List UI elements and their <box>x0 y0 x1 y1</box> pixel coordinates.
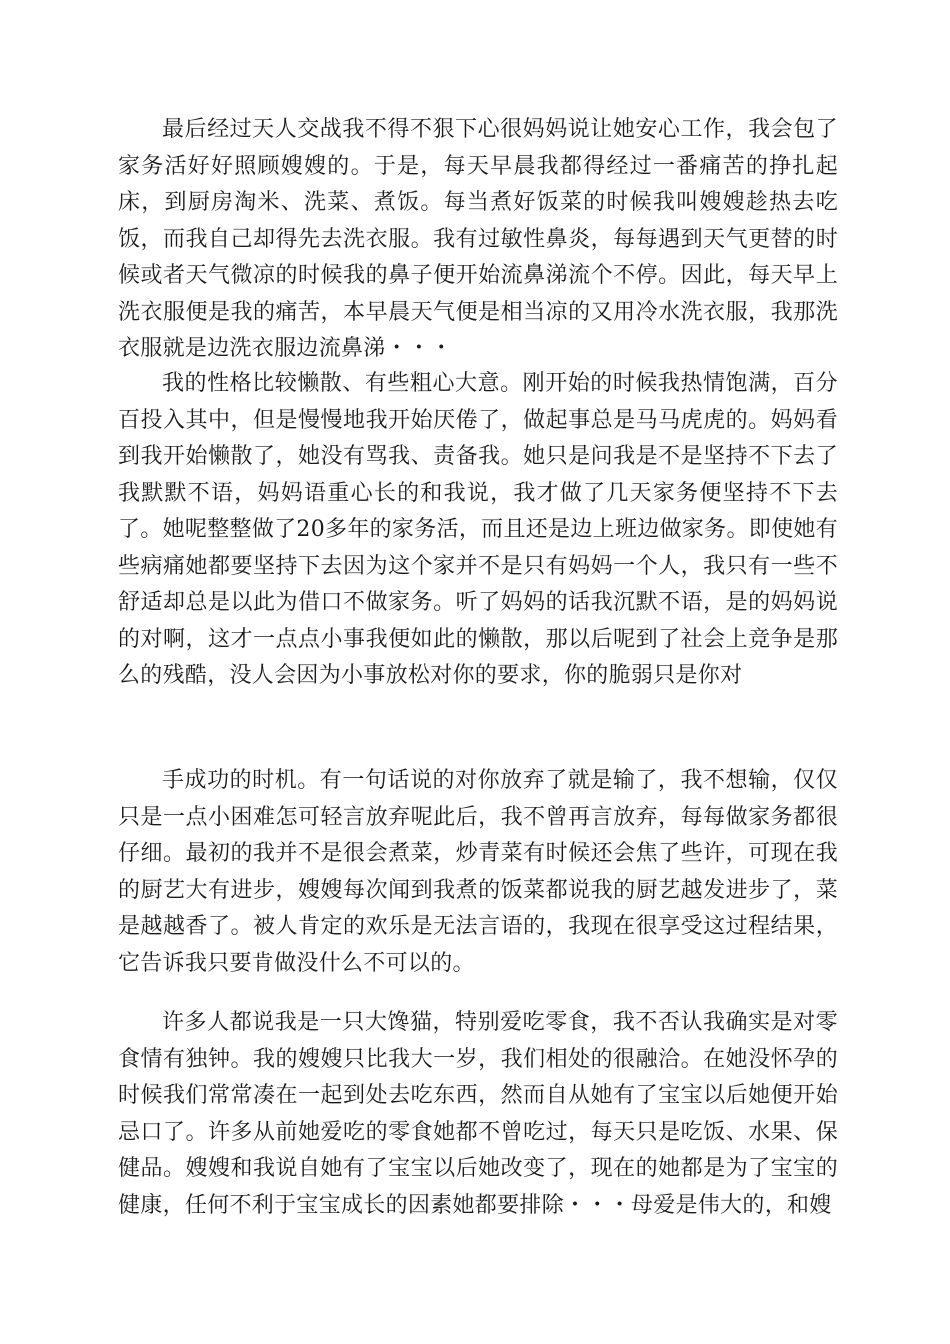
paragraph-1: 最后经过天人交战我不得不狠下心很妈妈说让她安心工作，我会包了家务活好好照顾嫂嫂的。于是，每天早晨我都得经过一番痛苦的挣扎起床，到厨房淘米、洗菜、煮饭。每当煮好饭菜的时候我叫嫂嫂趁热去吃饭，而我自己却得先去洗衣服。我有过敏性鼻炎，每每遇到天气更替的时候或者天气微凉的时候我的鼻子便开始流鼻涕流个不停。因此，每天早上洗衣服便是我的痛苦，本早晨天气便是相当凉的又用冷水洗衣服，我那洗衣服就是边洗衣服边流鼻涕・・・ <box>118 117 838 361</box>
paragraph-3: 手成功的时机。有一句话说的对你放弃了就是输了，我不想输，仅仅只是一点小困难怎可轻言放弃呢此后，我不曾再言放弃，每每做家务都很仔细。最初的我并不是很会煮菜，炒青菜有时候还会焦了些许，可现在我的厨艺大有进步，嫂嫂每次闻到我煮的饭菜都说我的厨艺越发进步了，菜是越越香了。被人肯定的欢乐是无法言语的，我现在很享受这过程结果，它告诉我只要肯做没什么不可以的。 <box>118 768 838 976</box>
paragraph-2: 我的性格比较懒散、有些粗心大意。刚开始的时候我热情饱满，百分百投入其中，但是慢慢地我开始厌倦了，做起事总是马马虎虎的。妈妈看到我开始懒散了，她没有骂我、责备我。她只是问我是不是坚持不下去了我默默不语，妈妈语重心长的和我说，我才做了几天家务便坚持不下去了。她呢整整做了20多年的家务活，而且还是边上班边做家务。即使她有些病痛她都要坚持下去因为这个家并不是只有妈妈一个人，我只有一些不舒适却总是以此为借口不做家务。听了妈妈的话我沉默不语，是的妈妈说的对啊，这才一点点小事我便如此的懒散，那以后呢到了社会上竞争是那么的残酷，没人会因为小事放松对你的要求，你的脆弱只是你对 <box>118 371 838 688</box>
paragraph-4: 许多人都说我是一只大馋猫，特别爱吃零食，我不否认我确实是对零食情有独钟。我的嫂嫂只比我大一岁，我们相处的很融洽。在她没怀孕的时候我们常常凑在一起到处去吃东西，然而自从她有了宝宝以后她便开始忌口了。许多从前她爱吃的零食她都不曾吃过，每天只是吃饭、水果、保健品。嫂嫂和我说自她有了宝宝以后她改变了，现在的她都是为了宝宝的健康，任何不利于宝宝成长的因素她都要排除・・・母爱是伟大的，和嫂 <box>118 1010 838 1218</box>
